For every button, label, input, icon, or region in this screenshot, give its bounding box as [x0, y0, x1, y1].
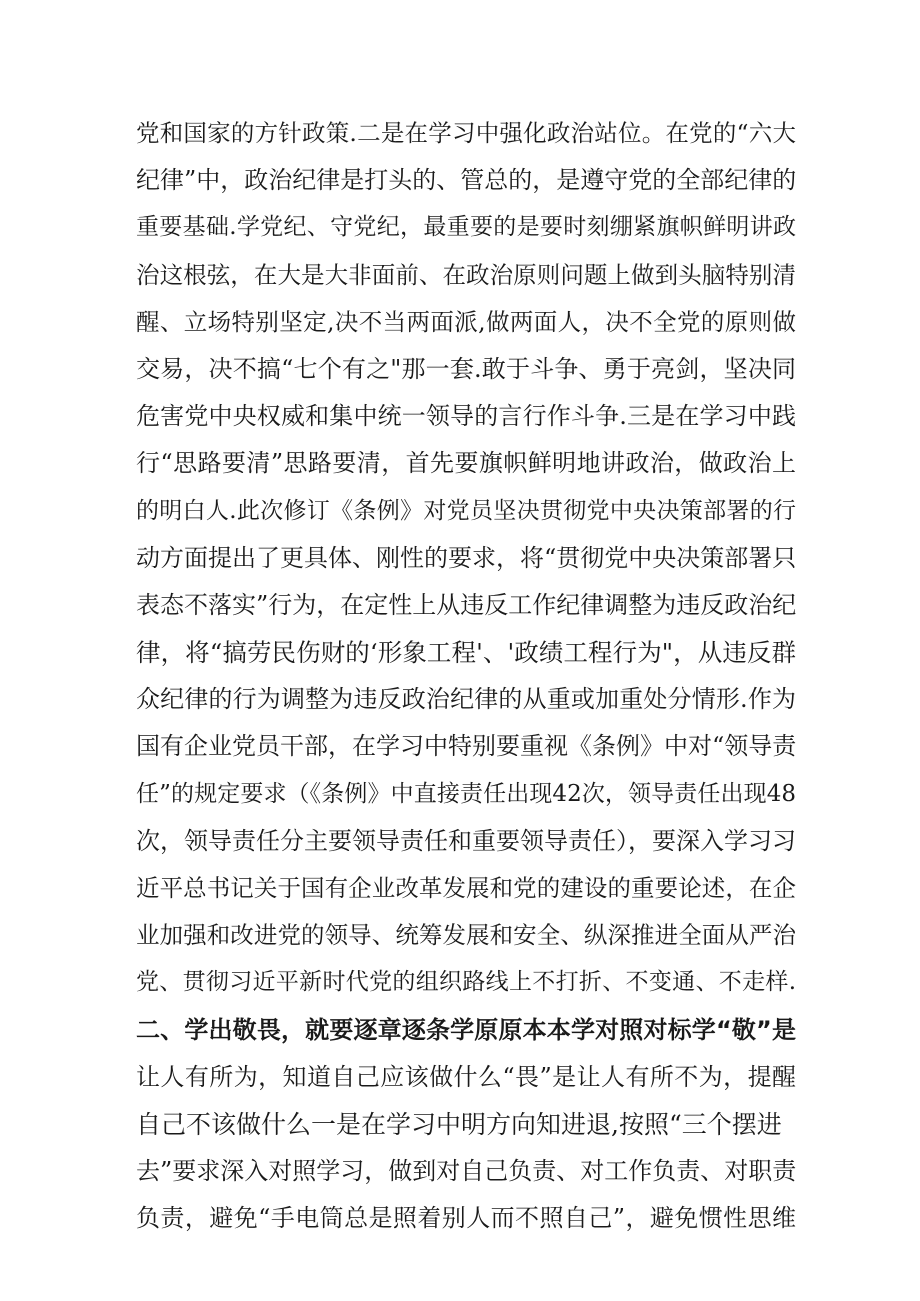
text-line: 的明白人.此次修订《条例》对党员坚决贯彻党中央决策部署的行	[136, 497, 796, 524]
text-line: 去”要求深入对照学习，做到对自己负责、对工作负责、对职责	[136, 1157, 796, 1186]
text-line: 动方面提出了更具体、刚性的要求，将“贯彻党中央决策部署只	[136, 543, 796, 572]
text-line: 表态不落实”行为，在定性上从违反工作纪律调整为违反政治纪	[136, 590, 796, 619]
text-line: 党和国家的方针政策.二是在学习中强化政治站位。在党的“六大	[136, 119, 796, 147]
text-line: 众纪律的行为调整为违反政治纪律的从重或加重处分情形.作为	[136, 685, 796, 714]
text-line: 业加强和改进党的领导、统筹发展和安全、纵深推进全面从严治	[136, 921, 796, 950]
text-line: 重要基础.学党纪、守党纪，最重要的是要时刻绷紧旗帜鲜明讲政	[136, 214, 796, 241]
text-line: 自己不该做什么一是在学习中明方向知进退,按照“三个摆进	[136, 1109, 782, 1139]
text-line: 任”的规定要求（《条例》中直接责任出现42次，领导责任出现48	[136, 780, 796, 807]
text-line: 行“思路要清”思路要清，首先要旗帜鲜明地讲政治，做政治上	[136, 449, 796, 478]
text-line: 醒、立场特别坚定,决不当两面派,做两面人，决不全党的原则做	[136, 307, 796, 336]
text-line: 纪律”中，政治纪律是打头的、管总的，是遵守党的全部纪律的	[136, 166, 796, 195]
text-line: 近平总书记关于国有企业改革发展和党的建设的重要论述，在企	[136, 874, 796, 902]
text-line: 负责，避免“手电筒总是照着别人而不照自己”，避免惯性思维	[136, 1204, 796, 1233]
body-text	[136, 110, 796, 1243]
text-line: 让人有所为，知道自己应该做什么“畏”是让人有所不为，提醒	[136, 1062, 796, 1091]
text-line: 次，领导责任分主要领导责任和重要领导责任），要深入学习习	[136, 826, 796, 855]
text-line: 危害党中央权威和集中统一领导的言行作斗争.三是在学习中践	[136, 402, 796, 431]
text-line: 律，将“搞劳民伤财的‘形象工程'、'政绩工程行为"，从违反群	[136, 638, 796, 668]
text-line: 治这根弦，在大是大非面前、在政治原则问题上做到头脑特别清	[136, 260, 796, 289]
section-heading-line: 二、学出敬畏，就要逐章逐条学原原本本学对照对标学“敬”是	[136, 1015, 796, 1044]
text-line: 交易，决不搞“七个有之"那一套.敢于斗争、勇于亮剑，坚决同	[136, 354, 796, 383]
text-line: 国有企业党员干部，在学习中特别要重视《条例》中对“领导责	[136, 732, 796, 761]
text-line: 党、贯彻习近平新时代党的组织路线上不打折、不变通、不走样.	[136, 969, 796, 996]
